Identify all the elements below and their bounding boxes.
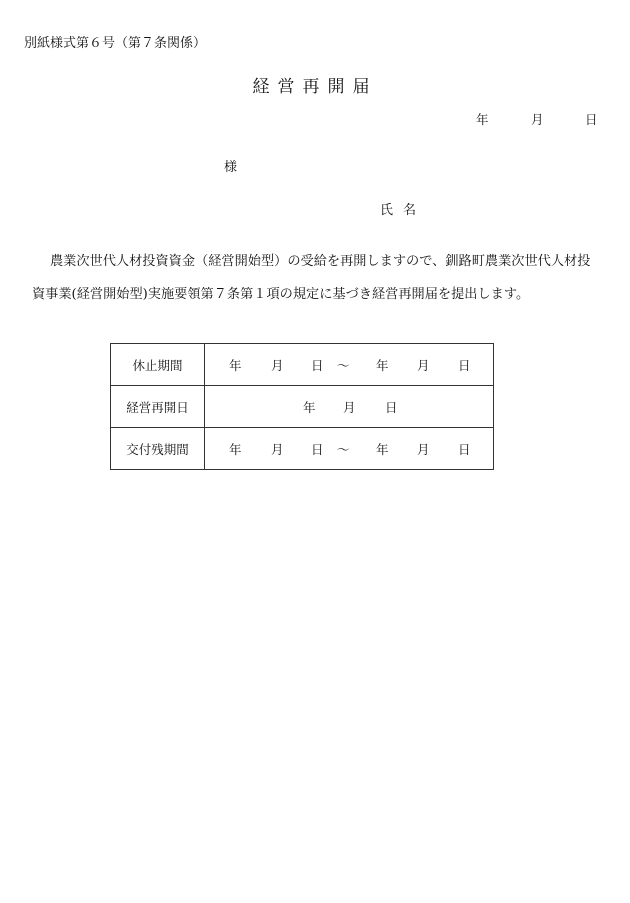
day-label: 日: [458, 441, 471, 457]
month-label: 月: [531, 112, 544, 127]
addressee-suffix: 様: [224, 160, 238, 175]
day-label: 日: [385, 399, 398, 415]
document-title: 経営再開届: [252, 77, 378, 97]
month-label: 月: [271, 357, 284, 373]
body-line-2: 資事業(経営開始型)実施要領第７条第１項の規定に基づき経営再開届を提出します。: [32, 287, 530, 302]
period-table: [110, 343, 494, 470]
table-row: [111, 428, 494, 470]
month-label: 月: [271, 441, 284, 457]
month-label: 月: [343, 399, 356, 415]
year-label: 年: [476, 112, 489, 127]
resumption-date-label: 経営再開日: [111, 386, 205, 428]
range-separator: ～: [337, 357, 350, 373]
table-row: [111, 386, 494, 428]
day-label: 日: [311, 441, 324, 457]
body-line-1: 農業次世代人材投資資金（経営開始型）の受給を再開しますので、釧路町農業次世代人材投: [50, 254, 591, 269]
month-label: 月: [417, 357, 430, 373]
year-label: 年: [229, 357, 242, 373]
range-separator: ～: [337, 441, 350, 457]
remaining-period-value: [205, 428, 494, 470]
year-label: 年: [376, 441, 389, 457]
name-label: 氏名: [380, 203, 427, 218]
table-row: [111, 344, 494, 386]
day-label: 日: [585, 112, 598, 127]
year-label: 年: [229, 441, 242, 457]
suspension-period-label: 休止期間: [111, 344, 205, 386]
suspension-period-value: [205, 344, 494, 386]
day-label: 日: [458, 357, 471, 373]
resumption-date-value: [205, 386, 494, 428]
month-label: 月: [417, 441, 430, 457]
day-label: 日: [311, 357, 324, 373]
body-paragraph: [32, 245, 604, 311]
form-number: 別紙様式第６号（第７条関係）: [24, 36, 207, 51]
year-label: 年: [376, 357, 389, 373]
year-label: 年: [303, 399, 316, 415]
remaining-period-label: 交付残期間: [111, 428, 205, 470]
